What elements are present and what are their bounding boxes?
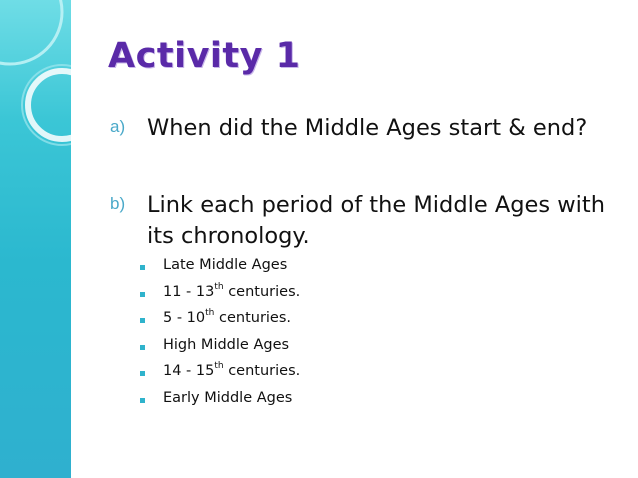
square-bullet-icon (140, 398, 145, 403)
item-text: High Middle Ages (163, 336, 290, 353)
decorative-sidebar (0, 0, 71, 478)
question-text: When did the Middle Ages start & end? (147, 115, 588, 141)
slide-title: Activity 1 (108, 36, 301, 76)
item-text-rest: centuries. (214, 310, 292, 326)
item-text: Early Middle Ages (163, 389, 293, 406)
square-bullet-icon (140, 371, 145, 376)
item-text-rest: centuries. (223, 363, 301, 379)
square-bullet-icon (140, 292, 145, 297)
question-marker: a) (110, 117, 126, 136)
item-text: 11 - 13 (163, 283, 215, 300)
ordinal-suffix: th (214, 361, 224, 371)
ordinal-suffix: th (205, 308, 215, 318)
question-marker: b) (110, 194, 126, 213)
item-text: Late Middle Ages (163, 257, 288, 273)
square-bullet-icon (140, 318, 145, 323)
item-text: 14 - 15 (163, 363, 215, 379)
item-text: 5 - 10 (163, 310, 206, 326)
square-bullet-icon (140, 345, 145, 350)
question-text: Link each period of the Middle Ages with its chronology. (147, 192, 605, 249)
square-bullet-icon (140, 265, 145, 270)
ordinal-suffix: th (214, 281, 224, 292)
decorative-circles (0, 0, 71, 478)
item-text-rest: centuries. (223, 283, 301, 300)
